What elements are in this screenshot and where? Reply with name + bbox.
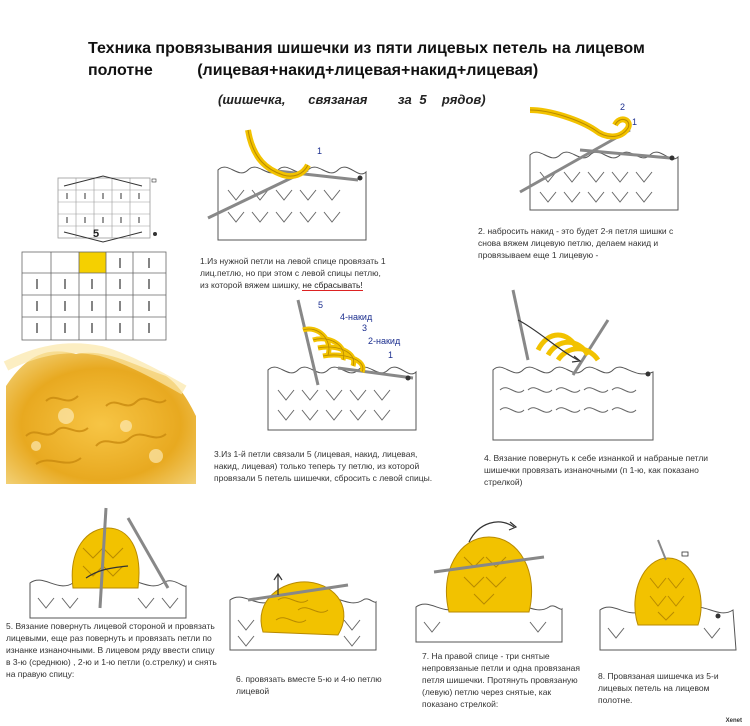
page-subtitle: (шишечка, связаная за 5 рядов)	[218, 92, 486, 107]
stitch-grid	[20, 250, 168, 342]
title-line-2: полотне (лицевая+накид+лицевая+накид+лицевая)	[88, 62, 539, 79]
step-2-label-1: 1	[632, 117, 638, 127]
step-2-illustration	[520, 100, 680, 210]
step-2-caption: 2. набросить накид - это будет 2-я петля шишки с снова вяжем лицевую петлю, делаем накид и провязываем еще 1 лицевую -	[478, 226, 674, 260]
step-3-caption: 3.Из 1-й петли связали 5 (лицевая, накид, лицевая, накид, лицевая) только теперь ту петлю, из которой провязали 5 петель шишечки, сбросить с левой спицы.	[214, 449, 433, 483]
step-4-illustration	[488, 290, 658, 440]
step-6-illustration	[228, 540, 378, 650]
chart-row-number: 5	[93, 228, 100, 240]
bobble-photo	[6, 346, 196, 484]
grid-highlight-cell	[79, 252, 106, 273]
title-line-1: Техника провязывания шишечки из пяти лицевых петель на лицевом	[88, 40, 645, 57]
step-3-label-1: 1	[388, 350, 394, 360]
step-3-label-2: 2-накид	[368, 336, 401, 346]
step-1-caption	[200, 255, 390, 291]
step-7-caption: 7. На правой спице - три снятые непровязаные петли и одна провязаная петля шишечки. Протянуть провязаную (левую) петлю через снятые, как показано стрелкой:	[422, 651, 580, 709]
step-3-illustration	[258, 300, 418, 430]
step-5-caption: 5. Вязание повернуть лицевой стороной и провязать лицевыми, еще раз повернуть и провязать петли по изнанке изнаночными. В лицевом ряду ввести спицу в 3-ю (среднюю) , 2-ю и 1-ю петли (о.стрелку) и снять на правую спицу:	[6, 621, 217, 679]
step-4-caption: 4. Вязание повернуть к себе изнанкой и набраные петли шишечки провязать изнаночными (п 1-ю, как показано стрелкой)	[484, 453, 709, 487]
step-8-illustration	[598, 540, 738, 650]
step-1-caption-main: 1.Из нужной петли на левой спице провязать 1 лиц.петлю, но при этом с левой спицы петлю, из которой вяжем шишку,	[200, 256, 386, 290]
step-6-caption: 6. провязать вместе 5-ю и 4-ю петлю лицевой	[236, 674, 382, 696]
step-8-caption: 8. Провязаная шишечка из 5-и лицевых петель на лицевом полотне.	[598, 671, 719, 705]
page-title	[88, 38, 708, 82]
watermark-text: Xenet	[725, 718, 742, 724]
step-5-illustration	[28, 508, 188, 618]
step-7-illustration	[414, 512, 564, 642]
step-1-illustration	[208, 130, 368, 240]
step-1-caption-emphasis: не сбрасывать!	[302, 280, 363, 290]
step-3-label-3: 3	[362, 323, 368, 333]
step-3-label-4: 4-накид	[340, 312, 373, 322]
bobble-symbol-chart	[52, 172, 162, 247]
step-2-label-2: 2	[620, 102, 626, 112]
step-3-label-5: 5	[318, 300, 324, 310]
step-1-label-1: 1	[317, 146, 323, 156]
